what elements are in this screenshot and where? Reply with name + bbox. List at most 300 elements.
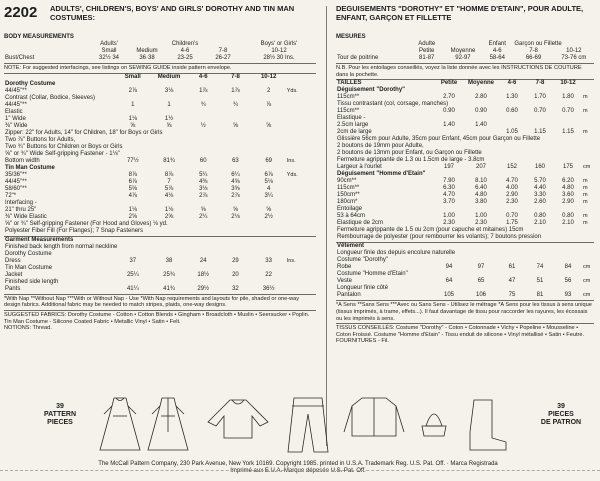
table-cell bbox=[219, 116, 251, 123]
table-cell: 1.75 bbox=[506, 220, 518, 227]
table-cell: 115cm** bbox=[337, 108, 360, 115]
table-row bbox=[4, 193, 316, 200]
table-cell: Zipper: 22" for Adults, 14" for Children, 18" for Boys or Girls bbox=[5, 129, 163, 136]
table-cell: Elastic bbox=[5, 108, 23, 115]
table-cell: 7-8 bbox=[218, 48, 228, 55]
table-cell bbox=[286, 286, 316, 293]
table-cell: 26-27 bbox=[215, 55, 231, 62]
table-cell: 6.30 bbox=[443, 185, 455, 192]
taille-sub-row bbox=[336, 48, 594, 55]
table-row bbox=[336, 285, 594, 292]
english-title: ADULTS', CHILDREN'S, BOYS' AND GIRLS' DOROTHY AND TIN MAN COSTUMES: bbox=[50, 4, 295, 22]
table-cell: 8⅞ bbox=[164, 171, 174, 178]
table-cell: 175 bbox=[562, 164, 573, 171]
table-cell: ⅜" Wide Elastic bbox=[5, 213, 47, 220]
table-cell: 1⅛ bbox=[128, 115, 137, 122]
table-cell: 22 bbox=[265, 271, 272, 278]
table-row bbox=[336, 101, 594, 108]
notions: NOTIONS: Thread. bbox=[4, 325, 52, 332]
table-cell: 8.10 bbox=[475, 178, 487, 185]
table-row bbox=[4, 151, 316, 158]
body-measurements-table bbox=[4, 41, 316, 62]
pattern-number: 2202 bbox=[4, 4, 38, 21]
table-row bbox=[4, 144, 316, 151]
table-cell: 0.90 bbox=[443, 108, 455, 115]
tissus-conseilles: TISSUS CONSEILLÉS: Costume "Dorothy" - Coton • Cotonnade • Vichy • Popeline • Mousseline • Coton Froissé. Costume "Homme d'Etain" - Tissu enduit de silicone • Vinyl métallisé • Satin • Feutre. bbox=[336, 323, 594, 338]
table-cell: 0.70 bbox=[534, 108, 546, 115]
jacket-drawing bbox=[344, 398, 404, 436]
table-cell: Fermeture agrippante de 1.3 ou 1.5cm de large - 3.8cm bbox=[337, 157, 485, 164]
table-cell: 3.80 bbox=[475, 199, 487, 206]
table-cell: cm bbox=[583, 292, 591, 299]
table-row bbox=[336, 143, 594, 150]
table-cell: Veste bbox=[337, 278, 353, 285]
table-cell: 1.70 bbox=[534, 94, 546, 101]
table-cell: ⅝ bbox=[232, 206, 238, 213]
table-cell: ⅝ bbox=[232, 122, 238, 129]
table-cell: Fermeture agrippante de 1.5 ou 2cm (pour capuche et mitaines) 15cm bbox=[337, 227, 524, 234]
table-cell: 2.30 bbox=[475, 220, 487, 227]
table-row bbox=[336, 108, 594, 115]
table-cell: 2¼ bbox=[199, 213, 208, 220]
table-cell: 1.30 bbox=[506, 94, 518, 101]
table-cell: 2cm de large bbox=[337, 129, 372, 136]
table-cell: 36·38 bbox=[139, 55, 155, 62]
table-cell: 66-69 bbox=[525, 55, 542, 62]
cut-line bbox=[0, 470, 600, 472]
table-cell: 6.20 bbox=[562, 178, 574, 185]
section-heading: Déguisement "Dorothy" bbox=[337, 87, 406, 94]
table-cell: 5¼ bbox=[199, 171, 208, 178]
table-cell bbox=[252, 116, 286, 123]
table-cell: ½ bbox=[200, 122, 206, 129]
table-row bbox=[4, 228, 316, 235]
table-row bbox=[336, 136, 594, 143]
table-cell bbox=[445, 41, 481, 48]
table-cell bbox=[582, 80, 594, 88]
table-cell: 6.40 bbox=[475, 185, 487, 192]
table-cell: 1⅛ bbox=[164, 206, 174, 213]
table-cell: 0.70 bbox=[562, 108, 574, 115]
table-row bbox=[336, 292, 594, 299]
table-cell: Small bbox=[101, 48, 117, 55]
table-cell: Petite bbox=[440, 80, 458, 87]
table-cell: 207 bbox=[475, 164, 486, 171]
table-cell: 3⅝ bbox=[231, 185, 240, 192]
table-cell: Pantalon bbox=[337, 292, 361, 299]
table-cell: 5⅛ bbox=[264, 178, 273, 185]
blouse-drawing bbox=[208, 400, 268, 438]
table-cell: Adults' bbox=[100, 41, 118, 48]
vetement-table bbox=[336, 242, 594, 299]
table-row bbox=[4, 221, 316, 228]
table-cell: Moyenne bbox=[467, 80, 494, 87]
table-cell: Adulte bbox=[418, 41, 436, 48]
boot-drawing bbox=[470, 400, 506, 450]
table-cell bbox=[582, 122, 594, 129]
french-column bbox=[336, 34, 594, 345]
table-cell: Largeur à l'ourlet bbox=[337, 164, 382, 171]
table-cell: 2.30 bbox=[506, 199, 518, 206]
table-row bbox=[4, 172, 316, 179]
table-cell bbox=[286, 102, 316, 109]
table-row bbox=[4, 279, 316, 286]
table-cell: m bbox=[583, 192, 588, 199]
table-cell: 2⅝ bbox=[164, 213, 174, 220]
table-cell: 180cm* bbox=[337, 199, 358, 206]
table-cell: 3⅛ bbox=[164, 87, 174, 94]
table-cell: 4-6 bbox=[180, 48, 190, 55]
table-cell: 106 bbox=[475, 292, 486, 299]
table-row bbox=[336, 220, 594, 227]
table-cell: 1.15 bbox=[562, 129, 574, 136]
table-cell: Polyester Fiber Fill (For Flanges); 7 Snap Fasteners bbox=[5, 227, 144, 234]
table-cell: Rembourrage de polyester (pour rembourrer les volants); 7 boutons pression bbox=[337, 234, 542, 241]
section-heading: Garment Measurements bbox=[5, 236, 74, 243]
table-cell: 65 bbox=[477, 278, 485, 285]
body-measurements-heading: BODY MEASUREMENTS bbox=[4, 34, 74, 40]
table-cell: Longueur finie côté bbox=[337, 285, 389, 292]
table-cell: 7-8 bbox=[535, 80, 545, 87]
table-cell: 10-12 bbox=[271, 48, 287, 55]
table-row bbox=[336, 227, 594, 234]
table-row bbox=[4, 244, 316, 251]
table-row bbox=[336, 257, 594, 264]
table-row bbox=[4, 200, 316, 207]
table-cell: 74 bbox=[536, 264, 544, 271]
table-cell: 3⅛ bbox=[199, 185, 208, 192]
table-row bbox=[4, 272, 316, 279]
dress-back-drawing bbox=[148, 398, 188, 450]
dress-front-drawing bbox=[100, 398, 140, 450]
table-cell: 53 à 64cm bbox=[337, 213, 366, 220]
table-cell: 56 bbox=[564, 278, 572, 285]
table-cell: Elastique - bbox=[337, 115, 366, 122]
table-cell: Tour de poitrine bbox=[337, 55, 379, 62]
table-cell: ¾ bbox=[232, 101, 238, 108]
table-cell: Costume "Homme d'Etain" bbox=[337, 271, 408, 278]
table-cell: 81-87 bbox=[419, 55, 435, 62]
table-cell bbox=[286, 193, 316, 200]
table-cell: 38 bbox=[165, 257, 173, 264]
table-cell: 28½ 30 Ins. bbox=[263, 55, 295, 62]
table-cell: 4.80 bbox=[475, 192, 487, 199]
size-group-row bbox=[4, 41, 316, 48]
table-cell: Moyenne bbox=[450, 48, 476, 55]
table-cell bbox=[187, 116, 219, 123]
table-row bbox=[4, 137, 316, 144]
table-cell: 2.60 bbox=[534, 199, 546, 206]
table-row bbox=[4, 109, 316, 116]
table-cell: 24 bbox=[199, 257, 207, 264]
table-cell: 32 bbox=[232, 285, 239, 292]
table-cell: Glissière 56cm pour Adulte, 35cm pour Enfant, 45cm pour Garçon ou Fillette bbox=[337, 136, 541, 143]
table-cell: 4.80 bbox=[562, 185, 574, 192]
table-cell: 2⅞ bbox=[199, 192, 208, 199]
table-cell: 32½ 34 bbox=[98, 55, 120, 62]
table-cell: Dress bbox=[5, 257, 21, 264]
table-cell: 3.70 bbox=[443, 199, 455, 206]
table-cell: 90cm** bbox=[337, 178, 357, 185]
table-cell: 21" thru 25" bbox=[5, 206, 37, 213]
french-title: DEGUISEMENTS "DOROTHY" ET "HOMME D'ETAIN", POUR ADULTE, ENFANT, GARÇON ET FILLETTE bbox=[336, 4, 584, 22]
fournitures: FOURNITURES - Fil. bbox=[336, 338, 389, 345]
table-row bbox=[336, 157, 594, 164]
hood-drawing bbox=[422, 414, 446, 436]
table-cell: 1 bbox=[167, 101, 171, 108]
table-cell: 51 bbox=[536, 278, 544, 285]
table-cell: 0.70 bbox=[506, 213, 518, 220]
taille-group-row bbox=[336, 41, 594, 48]
table-row bbox=[4, 179, 316, 186]
section-heading-row bbox=[4, 81, 316, 88]
table-cell: 97 bbox=[477, 264, 485, 271]
sens-legend: *A Sens **Sans Sens ***Avec ou Sans Sens - Utilisez le métrage *A Sens pour les tissus à sens unique (tissus imprimés, à trame, effets...). Il faut davantage de tissu pour raccorder les rayures, les écossais ou les imprimés à sens. bbox=[336, 300, 594, 322]
interfacing-note: NOTE: For suggested interfacings, see listings on SEWING GUIDE inside pattern envelope. bbox=[4, 63, 316, 72]
table-cell bbox=[286, 272, 316, 279]
table-cell: 0.90 bbox=[475, 108, 487, 115]
table-cell: 35/36"** bbox=[5, 171, 27, 178]
table-row bbox=[4, 116, 316, 123]
yardage-table bbox=[4, 73, 316, 235]
table-cell: 29 bbox=[232, 257, 239, 264]
nb-note: N.B. Pour les entoilages conseillés, voyez la liste donnée avec les INSTRUCTIONS DE COUTURE dans la pochette. bbox=[336, 63, 594, 78]
table-cell: 1.40 bbox=[475, 122, 487, 129]
table-cell: 4⅞ bbox=[128, 192, 137, 199]
table-cell: 3.60 bbox=[562, 192, 574, 199]
table-cell: Costume "Dorothy" bbox=[337, 257, 388, 264]
table-cell bbox=[4, 73, 115, 81]
table-cell: 60 bbox=[199, 157, 207, 164]
table-cell: 1.40 bbox=[443, 122, 455, 129]
table-cell: 10-12 bbox=[560, 80, 576, 87]
table-cell: Two ¾" Buttons for Children or Boys or Girls bbox=[5, 143, 123, 150]
table-cell: Finished back length from normal neckline bbox=[5, 243, 118, 250]
table-cell: 4-6 bbox=[492, 48, 502, 55]
table-cell: 20 bbox=[232, 271, 239, 278]
table-cell bbox=[554, 122, 582, 129]
table-cell: 81 bbox=[536, 292, 544, 299]
table-cell: 1.80 bbox=[562, 94, 574, 101]
table-cell: 44/45"** bbox=[5, 178, 27, 185]
table-cell: Longueur finie dos depuis encolure naturelle bbox=[337, 250, 456, 257]
table-cell: 4.00 bbox=[506, 185, 518, 192]
table-cell: 1.15 bbox=[534, 129, 546, 136]
section-heading-row bbox=[336, 243, 594, 251]
table-cell: 5⅞ bbox=[164, 185, 174, 192]
table-row bbox=[336, 264, 594, 271]
table-cell: Boys' or Girls' bbox=[260, 41, 298, 48]
table-cell: 2 boutons de 13mm pour Enfant, ou Garçon ou Fillette bbox=[337, 150, 482, 157]
table-cell: Interfacing - bbox=[5, 199, 37, 206]
table-cell: ⅝ bbox=[130, 122, 136, 129]
table-cell: 4-6 bbox=[198, 73, 208, 80]
table-cell: 4.40 bbox=[534, 185, 546, 192]
table-cell: Medium bbox=[136, 48, 158, 55]
table-cell: cm bbox=[583, 264, 591, 271]
table-cell: 1.00 bbox=[443, 213, 455, 220]
table-cell: m bbox=[583, 108, 588, 115]
table-row bbox=[4, 95, 316, 102]
table-cell: 4 bbox=[266, 185, 271, 192]
table-cell bbox=[286, 73, 316, 81]
table-cell: 4-6 bbox=[507, 80, 517, 87]
table-cell: 0.80 bbox=[562, 213, 574, 220]
table-cell: 2½ bbox=[264, 213, 273, 220]
table-cell: 7-8 bbox=[231, 73, 240, 80]
table-cell: ¾ bbox=[200, 101, 206, 108]
table-cell: 2.5cm large bbox=[337, 122, 369, 129]
table-cell: 25¼ bbox=[126, 271, 139, 278]
table-row bbox=[4, 88, 316, 95]
table-cell: 2.30 bbox=[443, 220, 455, 227]
table-cell: 1⅞ bbox=[199, 87, 208, 94]
table-cell: ⅝ bbox=[266, 206, 272, 213]
table-cell: 23-25 bbox=[177, 55, 193, 62]
nap-legend: *With Nap **Without Nap ***With or Without Nap - Use *With Nap requirements and layouts for pile, shaded or one-way design fabrics. Additional fabric may be needed to match stripes, plaids, one-way designs. bbox=[4, 294, 316, 309]
english-header bbox=[4, 4, 300, 34]
table-cell: 4⅜ bbox=[199, 178, 208, 185]
table-cell: 1⅛ bbox=[128, 206, 137, 213]
table-cell: 7 bbox=[167, 178, 171, 185]
table-cell: 69 bbox=[265, 157, 272, 164]
table-row bbox=[4, 186, 316, 193]
table-cell: 3¼ bbox=[264, 192, 273, 199]
table-cell: TAILLES bbox=[337, 80, 362, 87]
table-cell: 77½ bbox=[126, 157, 139, 164]
table-cell: 1" Wide bbox=[5, 115, 26, 122]
table-cell: Two ⅞" Buttons for Adults, bbox=[5, 136, 76, 143]
table-cell: 7.90 bbox=[443, 178, 455, 185]
table-cell bbox=[4, 48, 90, 55]
table-row bbox=[336, 192, 594, 199]
table-row bbox=[4, 158, 316, 165]
table-cell: Entoilage bbox=[337, 206, 363, 213]
table-row bbox=[336, 178, 594, 185]
table-cell: Contrast (Collar, Bodice, Sleeves) bbox=[5, 94, 96, 101]
table-cell: Medium bbox=[157, 73, 181, 80]
table-cell: 105 bbox=[443, 292, 454, 299]
table-cell bbox=[4, 41, 90, 48]
table-cell: 4.70 bbox=[506, 178, 518, 185]
table-cell: 2.90 bbox=[562, 199, 574, 206]
table-cell bbox=[204, 41, 242, 48]
table-cell: ⅝" or ¾" Wide Self-gripping Fastener - 1⅛" bbox=[5, 150, 120, 157]
table-cell: 6¼ bbox=[231, 171, 240, 178]
bust-row bbox=[4, 55, 316, 62]
table-cell: 152 bbox=[506, 164, 517, 171]
table-cell: 2.70 bbox=[443, 94, 455, 101]
table-cell: Elastique de 2cm bbox=[337, 220, 384, 227]
table-cell: m bbox=[583, 213, 588, 220]
table-row bbox=[4, 286, 316, 293]
section-heading-row bbox=[336, 87, 594, 94]
table-cell bbox=[336, 48, 409, 55]
table-cell: m bbox=[583, 220, 588, 227]
table-row bbox=[4, 130, 316, 137]
table-cell: 84 bbox=[564, 264, 572, 271]
table-row bbox=[4, 102, 316, 109]
table-cell: 92-97 bbox=[455, 55, 471, 62]
section-heading-row bbox=[4, 165, 316, 172]
table-cell: 150cm** bbox=[337, 192, 360, 199]
table-cell: 2 bbox=[266, 87, 271, 94]
table-row bbox=[336, 206, 594, 213]
table-cell: Finished side length bbox=[5, 278, 59, 285]
table-row bbox=[336, 250, 594, 257]
table-cell: 58-64 bbox=[489, 55, 505, 62]
table-cell bbox=[286, 179, 316, 186]
table-row bbox=[336, 94, 594, 101]
table-cell: 1½ bbox=[164, 115, 174, 122]
table-cell: m bbox=[583, 94, 588, 101]
table-row bbox=[336, 271, 594, 278]
table-cell: 47 bbox=[508, 278, 516, 285]
table-cell: 4⅛ bbox=[164, 192, 174, 199]
table-cell: 2.90 bbox=[506, 192, 518, 199]
table-cell: Dorothy Costume bbox=[5, 250, 52, 257]
table-cell bbox=[128, 41, 166, 48]
table-cell: 75 bbox=[508, 292, 516, 299]
table-cell: 115cm** bbox=[337, 185, 360, 192]
mesures-table bbox=[336, 41, 594, 62]
column-divider bbox=[326, 6, 327, 446]
table-cell: 2 boutons de 19mm pour Adulte, bbox=[337, 143, 424, 150]
table-cell: ⅝ bbox=[200, 206, 206, 213]
table-cell: 29½ bbox=[197, 285, 210, 292]
table-cell: 64 bbox=[445, 278, 453, 285]
french-header bbox=[336, 4, 592, 34]
table-cell: m bbox=[583, 129, 588, 136]
tour-row bbox=[336, 55, 594, 62]
table-cell: ⅝ bbox=[166, 122, 172, 129]
table-cell: 5⅝ bbox=[128, 185, 137, 192]
table-row bbox=[336, 185, 594, 192]
section-heading: Vêtement bbox=[337, 243, 365, 250]
table-cell: 0.80 bbox=[534, 213, 546, 220]
table-cell: m bbox=[583, 185, 588, 192]
table-cell: 7-8 bbox=[529, 48, 538, 55]
table-cell: 2⅛ bbox=[231, 213, 240, 220]
table-cell: Small bbox=[124, 73, 141, 80]
table-cell: 72"* bbox=[5, 192, 17, 199]
table-cell: 41¾ bbox=[163, 285, 175, 292]
table-cell bbox=[434, 129, 464, 136]
table-cell: 58/60"** bbox=[5, 185, 27, 192]
table-cell bbox=[336, 41, 409, 48]
table-cell: 115cm** bbox=[337, 94, 360, 101]
table-cell: 4.70 bbox=[443, 192, 455, 199]
table-row bbox=[336, 122, 594, 129]
table-cell: 2.80 bbox=[475, 94, 487, 101]
table-cell: m bbox=[583, 199, 588, 206]
pants-drawing bbox=[288, 398, 328, 452]
table-cell bbox=[464, 129, 498, 136]
table-cell: Ins. bbox=[286, 257, 296, 264]
table-cell: Yds. bbox=[286, 87, 298, 94]
table-row bbox=[336, 278, 594, 285]
table-cell: 6⅞ bbox=[264, 171, 273, 178]
section-heading: Dorothy Costume bbox=[5, 80, 56, 87]
table-cell: cm bbox=[583, 278, 591, 285]
table-cell bbox=[286, 207, 316, 214]
table-row bbox=[4, 214, 316, 221]
table-cell: 2⅞ bbox=[128, 87, 137, 94]
table-cell: Yds. bbox=[286, 171, 298, 178]
table-cell: 44/45"** bbox=[5, 87, 27, 94]
table-row bbox=[336, 213, 594, 220]
table-cell: 94 bbox=[445, 264, 453, 271]
